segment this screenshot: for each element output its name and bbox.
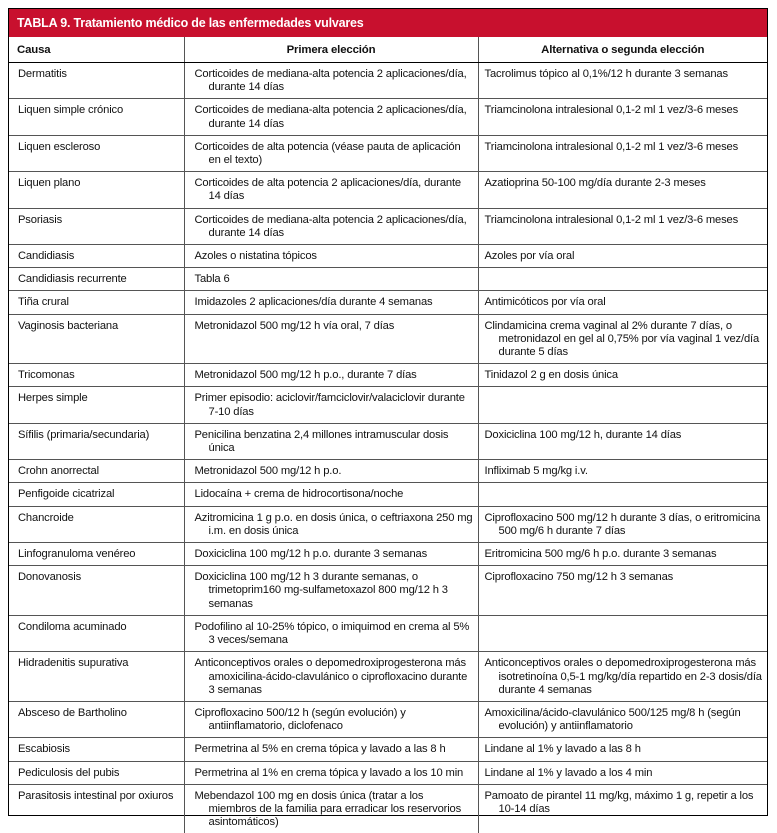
cell-alternativa-text: Tinidazol 2 g en dosis única [485, 369, 764, 382]
cell-alternativa-text: Triamcinolona intralesional 0,1-2 ml 1 vez/3-6 meses [485, 214, 764, 227]
cell-alternativa [478, 483, 767, 506]
cell-primera-eleccion-text: Anticonceptivos orales o depomedroxiprogesterona más amoxicilina-ácido-clavulánico o ciprofloxacino durante 3 semanas [195, 657, 474, 697]
cell-causa-text: Vaginosis bacteriana [18, 320, 118, 332]
cell-primera-eleccion-text: Azitromicina 1 g p.o. en dosis única, o ceftriaxona 250 mg i.m. en dosis única [195, 512, 474, 538]
cell-causa [9, 761, 184, 784]
cell-alternativa-text: Infliximab 5 mg/kg i.v. [485, 465, 764, 478]
table-row [9, 701, 767, 737]
cell-causa [9, 784, 184, 833]
cell-alternativa [478, 784, 767, 833]
cell-causa-text: Psoriasis [18, 214, 62, 226]
cell-alternativa-text: Lindane al 1% y lavado a las 8 h [485, 743, 764, 756]
cell-causa-text: Dermatitis [18, 68, 67, 80]
table-row [9, 135, 767, 171]
cell-alternativa-text: Triamcinolona intralesional 0,1-2 ml 1 vez/3-6 meses [485, 104, 764, 117]
cell-causa-text: Sífilis (primaria/secundaria) [18, 429, 149, 441]
cell-causa [9, 566, 184, 616]
cell-primera-eleccion [184, 135, 478, 171]
cell-alternativa [478, 738, 767, 761]
table-row [9, 364, 767, 387]
cell-alternativa [478, 566, 767, 616]
header-row [9, 37, 767, 63]
table-row [9, 615, 767, 651]
header-causa: Causa [9, 37, 184, 63]
cell-primera-eleccion-text: Primer episodio: aciclovir/famciclovir/valaciclovir durante 7-10 días [195, 392, 474, 418]
cell-causa [9, 245, 184, 268]
cell-alternativa-text: Amoxicilina/ácido-clavulánico 500/125 mg/8 h (según evolución) y antiinflamatorio [485, 707, 764, 733]
table-row [9, 738, 767, 761]
cell-primera-eleccion [184, 506, 478, 542]
cell-alternativa [478, 652, 767, 702]
cell-primera-eleccion [184, 291, 478, 314]
cell-causa [9, 701, 184, 737]
treatment-table [9, 37, 767, 833]
cell-primera-eleccion [184, 423, 478, 459]
cell-causa [9, 543, 184, 566]
cell-alternativa-text: Eritromicina 500 mg/6 h p.o. durante 3 semanas [485, 548, 764, 561]
cell-alternativa-text: Pamoato de pirantel 11 mg/kg, máximo 1 g, repetir a los 10-14 días [485, 790, 764, 816]
cell-alternativa-text: Triamcinolona intralesional 0,1-2 ml 1 vez/3-6 meses [485, 141, 764, 154]
cell-primera-eleccion [184, 63, 478, 99]
cell-causa [9, 483, 184, 506]
cell-primera-eleccion [184, 387, 478, 423]
cell-causa-text: Tricomonas [18, 369, 75, 381]
cell-alternativa [478, 701, 767, 737]
table-row [9, 506, 767, 542]
cell-primera-eleccion [184, 761, 478, 784]
header-primera-eleccion: Primera elección [184, 37, 478, 63]
cell-alternativa [478, 314, 767, 364]
header-alternativa: Alternativa o segunda elección [478, 37, 767, 63]
cell-primera-eleccion-text: Imidazoles 2 aplicaciones/día durante 4 semanas [195, 296, 474, 309]
cell-causa-text: Liquen escleroso [18, 141, 100, 153]
cell-alternativa [478, 460, 767, 483]
cell-primera-eleccion-text: Metronidazol 500 mg/12 h p.o., durante 7 días [195, 369, 474, 382]
cell-causa [9, 172, 184, 208]
cell-alternativa-text: Azoles por vía oral [485, 250, 764, 263]
cell-primera-eleccion-text: Penicilina benzatina 2,4 millones intramuscular dosis única [195, 429, 474, 455]
cell-alternativa [478, 291, 767, 314]
cell-alternativa-text: Azatioprina 50-100 mg/día durante 2-3 meses [485, 177, 764, 190]
cell-causa-text: Parasitosis intestinal por oxiuros [18, 790, 173, 802]
cell-causa-text: Liquen plano [18, 177, 80, 189]
cell-primera-eleccion [184, 172, 478, 208]
table-row [9, 784, 767, 833]
table-row [9, 483, 767, 506]
table-row [9, 172, 767, 208]
cell-primera-eleccion-text: Ciprofloxacino 500/12 h (según evolución) y antiinflamatorio, diclofenaco [195, 707, 474, 733]
cell-alternativa [478, 506, 767, 542]
table-row [9, 460, 767, 483]
cell-alternativa-text: Antimicóticos por vía oral [485, 296, 764, 309]
cell-causa [9, 423, 184, 459]
cell-causa [9, 268, 184, 291]
cell-primera-eleccion [184, 784, 478, 833]
cell-causa [9, 615, 184, 651]
cell-alternativa [478, 63, 767, 99]
cell-primera-eleccion-text: Corticoides de alta potencia 2 aplicaciones/día, durante 14 días [195, 177, 474, 203]
cell-causa-text: Tiña crural [18, 296, 69, 308]
cell-causa-text: Candidiasis [18, 250, 74, 262]
treatment-table-container [8, 8, 768, 816]
cell-alternativa [478, 268, 767, 291]
table-row [9, 268, 767, 291]
cell-primera-eleccion-text: Doxiciclina 100 mg/12 h 3 durante semanas, o trimetoprim160 mg-sulfametoxazol 800 mg/12 h 3 semanas [195, 571, 474, 611]
cell-causa [9, 506, 184, 542]
cell-primera-eleccion [184, 652, 478, 702]
cell-alternativa [478, 364, 767, 387]
cell-primera-eleccion [184, 543, 478, 566]
cell-causa [9, 738, 184, 761]
cell-primera-eleccion [184, 99, 478, 135]
cell-alternativa-text: Ciprofloxacino 500 mg/12 h durante 3 días, o eritromicina 500 mg/6 h durante 7 días [485, 512, 764, 538]
table-row [9, 291, 767, 314]
cell-primera-eleccion-text: Permetrina al 1% en crema tópica y lavado a los 10 min [195, 767, 474, 780]
cell-causa [9, 208, 184, 244]
cell-primera-eleccion-text: Azoles o nistatina tópicos [195, 250, 474, 263]
cell-alternativa-text: Anticonceptivos orales o depomedroxiprogesterona más isotretinoína 0,5-1 mg/kg/día repartido en 2-3 dosis/día durante 4 semanas [485, 657, 764, 697]
cell-primera-eleccion-text: Corticoides de mediana-alta potencia 2 aplicaciones/día, durante 14 días [195, 68, 474, 94]
table-row [9, 387, 767, 423]
cell-causa [9, 652, 184, 702]
table-body [9, 63, 767, 833]
cell-alternativa [478, 423, 767, 459]
cell-primera-eleccion-text: Podofilino al 10-25% tópico, o imiquimod en crema al 5% 3 veces/semana [195, 621, 474, 647]
cell-causa [9, 364, 184, 387]
cell-primera-eleccion-text: Tabla 6 [195, 273, 474, 286]
cell-alternativa [478, 543, 767, 566]
cell-primera-eleccion-text: Lidocaína + crema de hidrocortisona/noche [195, 488, 474, 501]
table-row [9, 543, 767, 566]
cell-causa-text: Liquen simple crónico [18, 104, 123, 116]
table-row [9, 761, 767, 784]
table-row [9, 652, 767, 702]
table-row [9, 208, 767, 244]
cell-primera-eleccion-text: Metronidazol 500 mg/12 h p.o. [195, 465, 474, 478]
cell-alternativa-text: Tacrolimus tópico al 0,1%/12 h durante 3 semanas [485, 68, 764, 81]
table-row [9, 99, 767, 135]
cell-primera-eleccion [184, 701, 478, 737]
cell-primera-eleccion [184, 208, 478, 244]
cell-alternativa-text: Doxiciclina 100 mg/12 h, durante 14 días [485, 429, 764, 442]
cell-causa-text: Condiloma acuminado [18, 621, 126, 633]
cell-primera-eleccion-text: Corticoides de mediana-alta potencia 2 aplicaciones/día, durante 14 días [195, 214, 474, 240]
cell-causa [9, 135, 184, 171]
table-row [9, 314, 767, 364]
cell-alternativa [478, 208, 767, 244]
cell-causa-text: Donovanosis [18, 571, 81, 583]
cell-alternativa [478, 245, 767, 268]
cell-alternativa [478, 172, 767, 208]
cell-primera-eleccion [184, 566, 478, 616]
cell-causa [9, 99, 184, 135]
cell-causa-text: Candidiasis recurrente [18, 273, 127, 285]
cell-causa-text: Pediculosis del pubis [18, 767, 119, 779]
cell-primera-eleccion [184, 314, 478, 364]
cell-alternativa [478, 99, 767, 135]
cell-causa [9, 314, 184, 364]
cell-causa [9, 63, 184, 99]
cell-causa-text: Penfigoide cicatrizal [18, 488, 114, 500]
cell-primera-eleccion [184, 364, 478, 387]
table-row [9, 566, 767, 616]
cell-primera-eleccion-text: Doxiciclina 100 mg/12 h p.o. durante 3 semanas [195, 548, 474, 561]
cell-causa [9, 387, 184, 423]
table-title: TABLA 9. Tratamiento médico de las enfermedades vulvares [9, 9, 767, 37]
cell-primera-eleccion-text: Permetrina al 5% en crema tópica y lavado a las 8 h [195, 743, 474, 756]
cell-primera-eleccion [184, 738, 478, 761]
cell-causa-text: Chancroide [18, 512, 74, 524]
cell-primera-eleccion [184, 245, 478, 268]
cell-causa [9, 291, 184, 314]
cell-primera-eleccion [184, 615, 478, 651]
cell-causa-text: Hidradenitis supurativa [18, 657, 128, 669]
cell-alternativa [478, 387, 767, 423]
cell-causa-text: Escabiosis [18, 743, 70, 755]
cell-alternativa [478, 135, 767, 171]
cell-alternativa-text: Lindane al 1% y lavado a los 4 min [485, 767, 764, 780]
cell-causa-text: Herpes simple [18, 392, 88, 404]
table-row [9, 63, 767, 99]
cell-causa-text: Linfogranuloma venéreo [18, 548, 135, 560]
cell-primera-eleccion [184, 268, 478, 291]
cell-alternativa-text: Ciprofloxacino 750 mg/12 h 3 semanas [485, 571, 764, 584]
cell-primera-eleccion-text: Metronidazol 500 mg/12 h vía oral, 7 días [195, 320, 474, 333]
cell-causa-text: Absceso de Bartholino [18, 707, 127, 719]
cell-alternativa [478, 761, 767, 784]
cell-causa [9, 460, 184, 483]
cell-primera-eleccion-text: Corticoides de alta potencia (véase pauta de aplicación en el texto) [195, 141, 474, 167]
table-row [9, 423, 767, 459]
cell-primera-eleccion-text: Corticoides de mediana-alta potencia 2 aplicaciones/día, durante 14 días [195, 104, 474, 130]
cell-alternativa-text: Clindamicina crema vaginal al 2% durante 7 días, o metronidazol en gel al 0,75% por vía vaginal 1 vez/día durante 5 días [485, 320, 764, 360]
cell-primera-eleccion [184, 460, 478, 483]
cell-primera-eleccion [184, 483, 478, 506]
cell-causa-text: Crohn anorrectal [18, 465, 99, 477]
cell-primera-eleccion-text: Mebendazol 100 mg en dosis única (tratar a los miembros de la familia para erradicar los reservorios asintomáticos) [195, 790, 474, 830]
table-row [9, 245, 767, 268]
cell-alternativa [478, 615, 767, 651]
